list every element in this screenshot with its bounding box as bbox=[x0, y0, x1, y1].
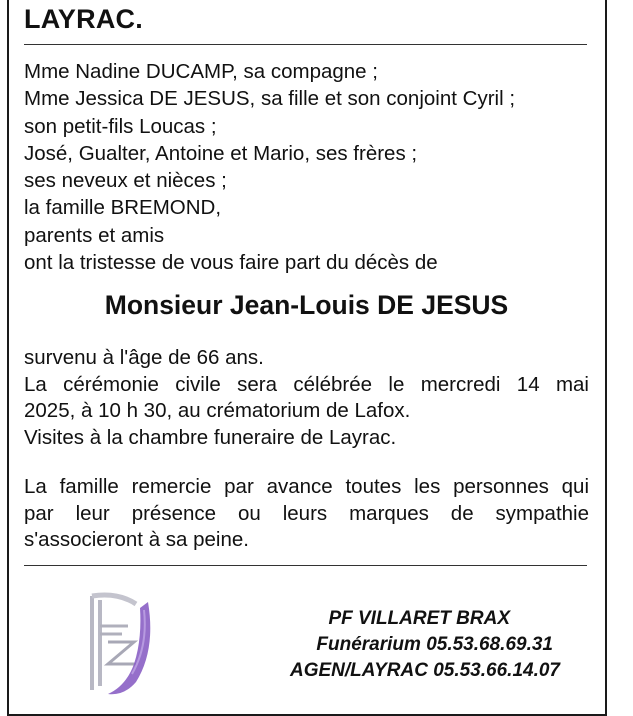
funerarium-phone: Funérarium 05.53.68.69.31 bbox=[316, 634, 553, 655]
bottom-divider bbox=[24, 565, 587, 566]
thanks-line: par leur présence ou leurs marques de sympathie bbox=[24, 501, 589, 525]
thanks-line: s'associeront à sa peine. bbox=[24, 528, 249, 551]
mourner-line: José, Gualter, Antoine et Mario, ses frères ; bbox=[24, 141, 418, 165]
mourner-line: Mme Nadine DUCAMP, sa compagne ; bbox=[24, 60, 378, 83]
town-heading: LAYRAC. bbox=[24, 4, 143, 34]
funeral-home-name: PF VILLARET BRAX bbox=[328, 608, 510, 629]
ceremony-line: 2025, à 10 h 30, au crématorium de Lafox. bbox=[24, 399, 411, 422]
visits-line: Visites à la chambre funeraire de Layrac. bbox=[24, 425, 397, 449]
mourner-line: parents et amis bbox=[24, 223, 165, 247]
mourners-list bbox=[24, 58, 589, 276]
ceremony-details bbox=[24, 345, 589, 451]
deceased-name: Monsieur Jean-Louis DE JESUS bbox=[104, 290, 509, 320]
funeral-home-logo-icon bbox=[78, 590, 158, 697]
top-divider bbox=[24, 44, 587, 45]
thanks-line: La famille remercie par avance toutes les personnes qui bbox=[24, 475, 589, 498]
mourner-line: ont la tristesse de vous faire part du décès de bbox=[24, 251, 438, 275]
ceremony-line: La cérémonie civile sera célébrée le mercredi 14 mai bbox=[24, 372, 589, 396]
mourner-line: ses neveux et nièces ; bbox=[24, 169, 227, 193]
mourner-line: Mme Jessica DE JESUS, sa fille et son conjoint Cyril ; bbox=[24, 87, 516, 111]
mourner-line: la famille BREMOND, bbox=[24, 196, 222, 220]
age-line: survenu à l'âge de 66 ans. bbox=[24, 346, 264, 369]
funeral-home-contact bbox=[240, 606, 590, 684]
agen-layrac-phone: AGEN/LAYRAC 05.53.66.14.07 bbox=[290, 660, 560, 681]
thanks-paragraph bbox=[24, 474, 589, 554]
mourner-line: son petit-fils Loucas ; bbox=[24, 114, 217, 138]
